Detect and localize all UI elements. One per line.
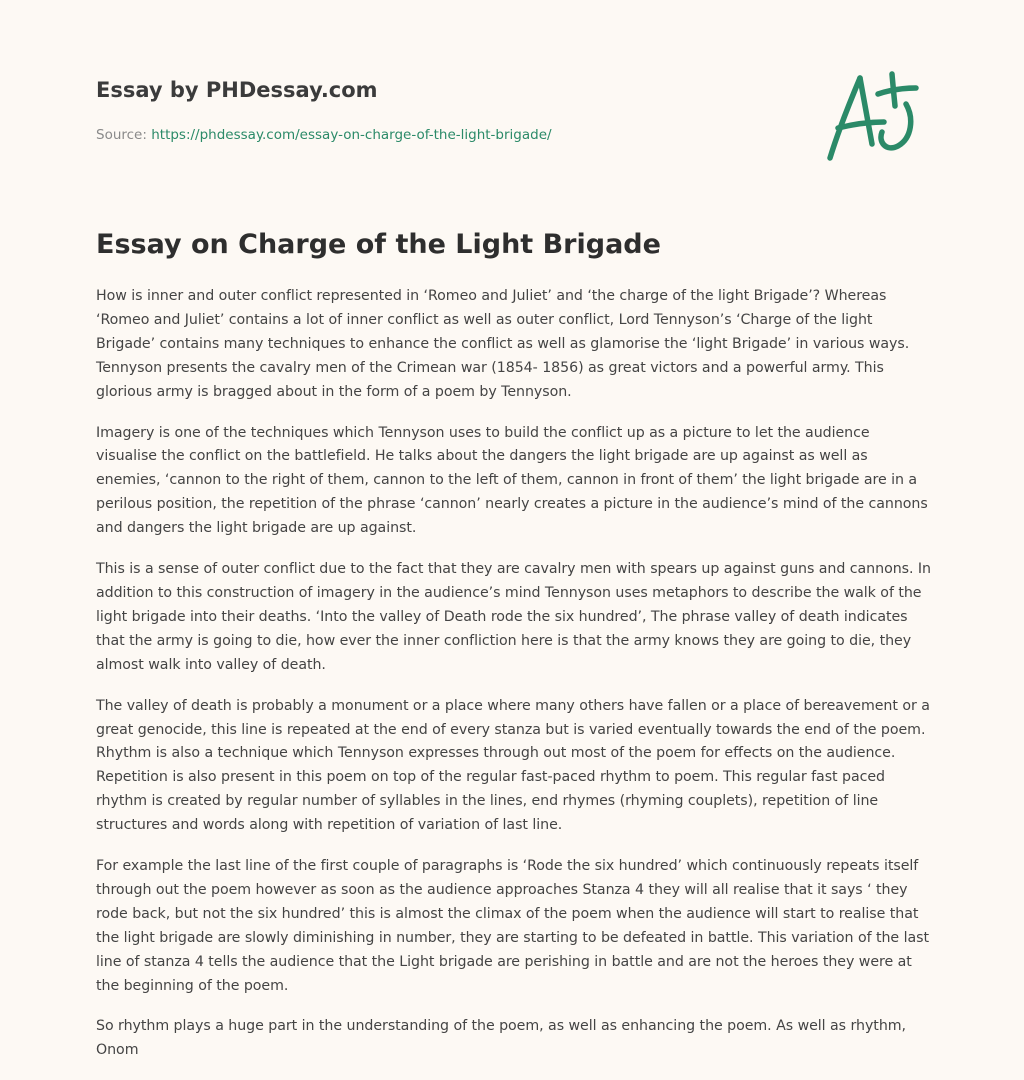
page-header: [96, 76, 796, 145]
essay-paragraph: The valley of death is probably a monument or a place where many others have fallen or a place of bereavement or a great genocide, this line is repeated at the end of every stanza but is varied eventually towards the end of the poem. Rhythm is also a technique which Tennyson expresses through out most of the poem for effects on the audience. Repetition is also present in this poem on top of the regular fast-paced rhythm to poem. This regular fast paced rhythm is created by regular number of syllables in the lines, end rhymes (rhyming couplets), repetition of line structures and words along with repetition of variation of last line.: [96, 697, 930, 834]
essay-paragraph: Imagery is one of the techniques which Tennyson uses to build the conflict up as a picture to let the audience visualise the conflict on the battlefield. He talks about the dangers the light brigade are up against as well as enemies, ‘cannon to the right of them, cannon to the left of them, cannon in front of them’ the light brigade are in a perilous position, the repetition of the phrase ‘cannon’ nearly creates a picture in the audience’s mind of the cannons and dangers the light brigade are up against.: [96, 424, 928, 537]
essay-paragraph: For example the last line of the first couple of paragraphs is ‘Rode the six hundred’ which continuously repeats itself through out the poem however as soon as the audience approaches Stanza 4 they will all realise that it says ‘ they rode back, but not the six hundred’ this is almost the climax of the poem when the audience will start to realise that the light brigade are slowly diminishing in number, they are starting to be defeated in battle. This variation of the last line of stanza 4 tells the audience that the Light brigade are perishing in battle and are not the heroes they were at the beginning of the poem.: [96, 858, 929, 994]
essay-paragraph: So rhythm plays a huge part in the understanding of the poem, as well as enhancing the poem. As well as rhythm, Onom: [96, 1018, 906, 1059]
essay-title: Essay on Charge of the Light Brigade: [96, 229, 661, 260]
essay-paragraph: How is inner and outer conflict represented in ‘Romeo and Juliet’ and ‘the charge of the light Brigade’? Whereas ‘Romeo and Juliet’ contains a lot of inner conflict as well as outer conflict, Lord Tennyson’s ‘Charge of the light Brigade’ contains many techniques to enhance the conflict as well as glamorise the ‘light Brigade’ in various ways. Tennyson presents the cavalry men of the Crimean war (1854- 1856) as great victors and a powerful army. This glorious army is bragged about in the form of a poem by Tennyson.: [96, 288, 910, 400]
site-title: Essay by PHDessay.com: [96, 78, 378, 102]
source-link[interactable]: https://phdessay.com/essay-on-charge-of-the-light-brigade/: [151, 127, 552, 143]
essay-paragraph: This is a sense of outer conflict due to the fact that they are cavalry men with spears up against guns and cannons. In addition to this construction of imagery in the audience’s mind Tennyson uses metaphors to describe the walk of the light brigade into their deaths. ‘Into the valley of Death rode the six hundred’, The phrase valley of death indicates that the army is going to die, how ever the inner confliction here is that the army knows they are going to die, they almost walk into valley of death.: [96, 561, 931, 673]
essay-body: [96, 285, 932, 1080]
source-label: Source:: [96, 127, 152, 143]
source-line: [96, 125, 796, 145]
a-plus-logo-icon: [822, 66, 928, 166]
